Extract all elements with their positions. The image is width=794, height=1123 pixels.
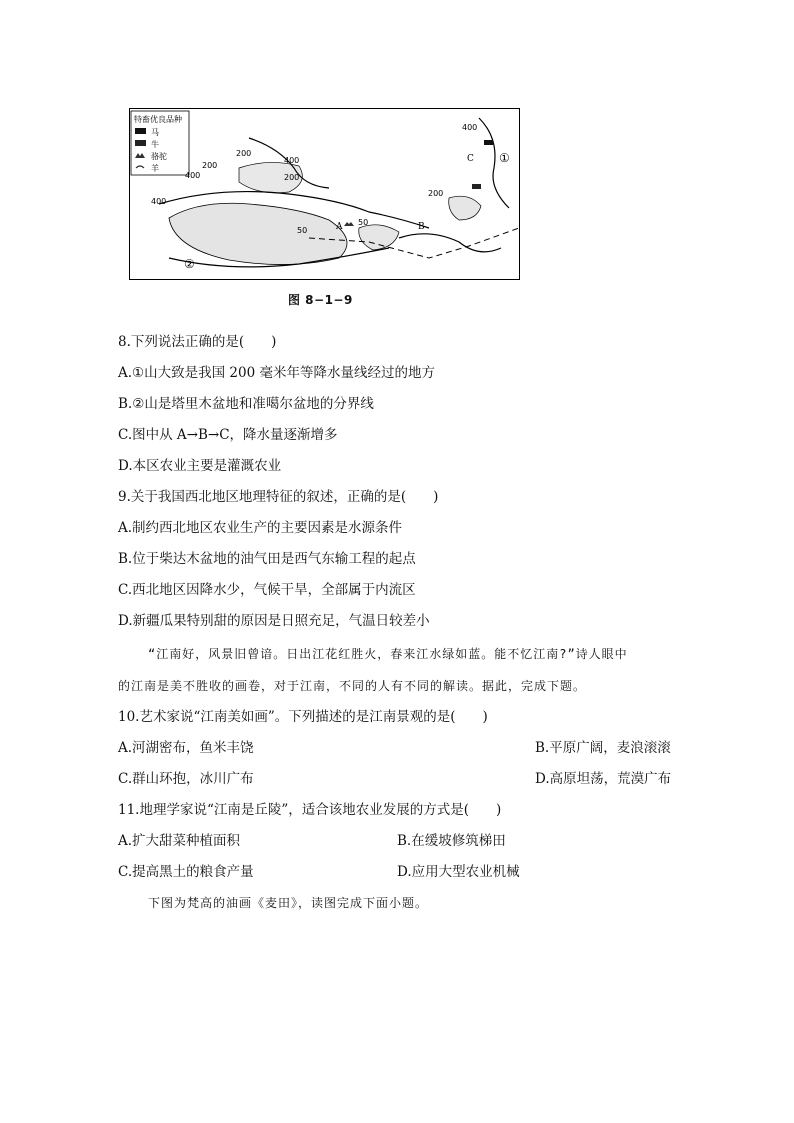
q11-option-c: C.提高黑土的粮食产量 [118,864,254,880]
point-label-a: A [336,222,343,232]
q11-option-d: D.应用大型农业机械 [397,864,520,880]
passage-line-1: “江南好，风景旧曾谙。日出江花红胜火，春来江水绿如蓝。能不忆江南?”诗人眼中 [148,647,628,661]
q8-option-d: D.本区农业主要是灌溉农业 [118,458,282,474]
passage-line-2: 的江南是美不胜收的画卷，对于江南，不同的人有不同的解读。据此，完成下题。 [118,679,587,693]
figure-caption: 图 8−1−9 [288,293,353,307]
map-legend [131,111,189,175]
q9-stem: 9.关于我国西北地区地理特征的叙述，正确的是( ) [118,489,439,505]
q8-option-c: C.图中从 A→B→C，降水量逐渐增多 [118,427,338,443]
northwest-map-figure [129,108,520,280]
q9-option-c: C.西北地区因降水少，气候干旱，全部属于内流区 [118,582,416,598]
q9-option-b: B.位于柴达木盆地的油气田是西气东输工程的起点 [118,551,416,567]
contour-label: 400 [462,123,478,132]
q10-option-c: C.群山环抱，冰川广布 [118,771,254,787]
contour-label: 400 [284,156,300,165]
q8-stem: 8.下列说法正确的是( ) [118,334,277,350]
contour-label: 200 [236,149,252,158]
q8-option-b: B.②山是塔里木盆地和准噶尔盆地的分界线 [118,396,374,412]
q8-option-a: A.①山大致是我国 200 毫米年等降水量线经过的地方 [118,365,435,381]
cattle-icon [135,140,146,146]
q9-option-a: A.制约西北地区农业生产的主要因素是水源条件 [118,520,403,536]
mountain-label-1: ① [499,151,510,165]
q9-option-d: D.新疆瓜果特别甜的原因是日照充足，气温日较差小 [118,613,430,629]
legend-horse: 马 [151,128,159,137]
contour-label: 50 [297,226,308,235]
q10-option-b: B.平原广阔，麦浪滚滚 [535,740,671,756]
point-label-b: B [418,222,425,232]
contour-label: 200 [284,173,300,182]
legend-cattle: 牛 [151,140,159,149]
contour-label: 400 [151,197,167,206]
q10-stem: 10.艺术家说“江南美如画”。下列描述的是江南景观的是( ) [118,709,488,725]
q10-option-a: A.河湖密布，鱼米丰饶 [118,740,254,756]
contour-label: 50 [358,218,369,227]
map-svg [129,108,520,280]
cattle-icon [472,184,481,189]
point-label-c: C [467,154,474,164]
q11-stem: 11.地理学家说“江南是丘陵”，适合该地农业发展的方式是( ) [118,802,502,818]
q10-option-d: D.高原坦荡，荒漠广布 [535,771,672,787]
horse-icon [135,128,146,134]
q11-option-b: B.在缓坡修筑梯田 [397,833,506,849]
horse-icon [484,140,493,145]
legend-camel: 骆驼 [151,152,167,161]
contour-label: 200 [202,161,218,170]
contour-label: 400 [185,171,201,180]
legend-sheep: 羊 [151,164,159,173]
legend-title: 特畜优良品种 [134,115,182,124]
passage-jiangnan [118,645,678,695]
contour-label: 200 [428,189,444,198]
mountain-label-2: ② [184,257,195,271]
q11-option-a: A.扩大甜菜种植面积 [118,833,241,849]
passage-painting: 下图为梵高的油画《麦田》，读图完成下面小题。 [148,896,429,910]
